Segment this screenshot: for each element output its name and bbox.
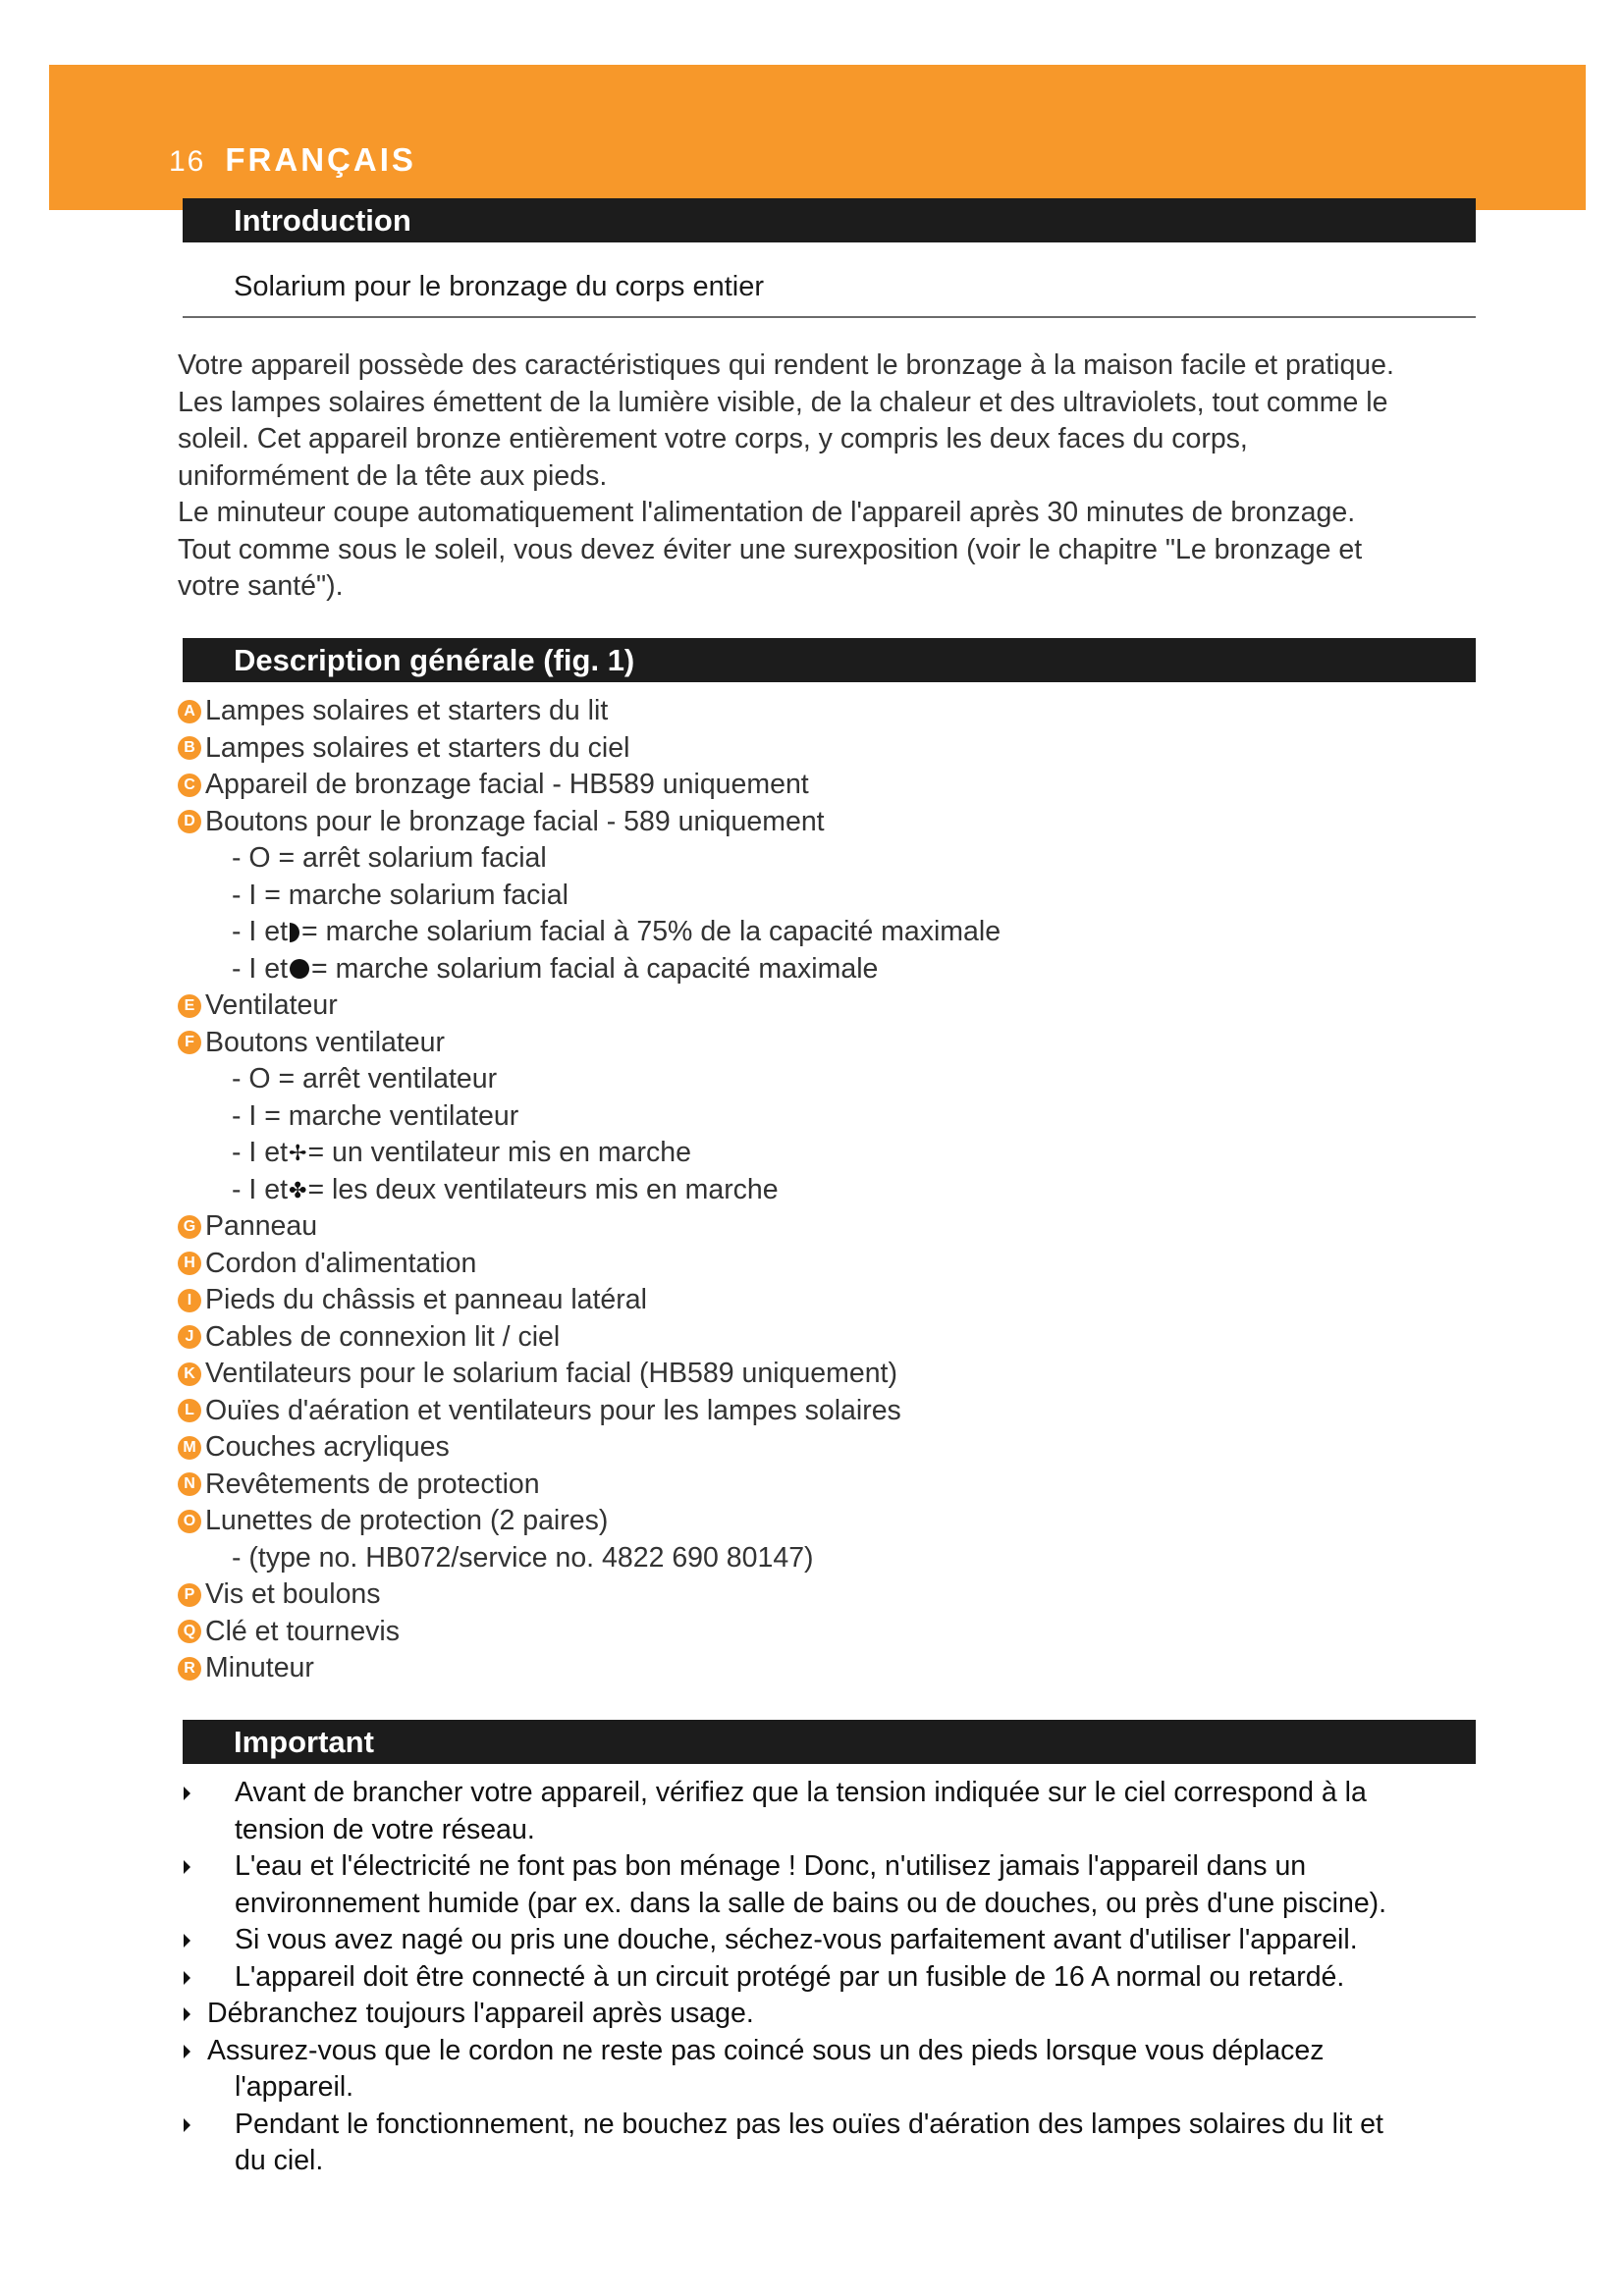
section-important: Important [183, 1720, 1476, 1764]
bullet-icon [184, 1787, 190, 1800]
intro-subtitle: Solarium pour le bronzage du corps entier [234, 271, 765, 302]
sub-item: - (type no. HB072/service no. 4822 690 80147) [232, 1541, 814, 1574]
letter-badge-icon: C [178, 774, 201, 797]
important-list [178, 1775, 1484, 2180]
header-band [49, 65, 1586, 210]
bullet-icon [184, 1971, 190, 1985]
letter-badge-icon: E [178, 994, 201, 1018]
bullet-icon [184, 2007, 190, 2021]
page-header [169, 141, 416, 179]
list-item: I Pieds du châssis et panneau latéral [178, 1282, 1484, 1319]
list-item: D Boutons pour le bronzage facial - 589 uniquement [178, 804, 1484, 841]
warning-item: Pendant le fonctionnement, ne bouchez pas les ouïes d'aération des lampes solaires du lit et du ciel. [178, 2107, 1484, 2180]
letter-badge-icon: L [178, 1399, 201, 1422]
list-item: E Ventilateur [178, 988, 1484, 1025]
subtitle-divider [183, 316, 1476, 318]
letter-badge-icon: I [178, 1289, 201, 1312]
list-item: B Lampes solaires et starters du ciel [178, 730, 1484, 768]
list-item: N Revêtements de protection [178, 1467, 1484, 1504]
warning-item: Avant de brancher votre appareil, vérifiez que la tension indiquée sur le ciel correspond à la tension de votre réseau. [178, 1775, 1484, 1848]
half-circle-icon [290, 923, 299, 942]
parts-list [178, 693, 1484, 1687]
intro-line: Le minuteur coupe automatiquement l'alimentation de l'appareil après 30 minutes de bronzage. [178, 497, 1356, 528]
letter-badge-icon: N [178, 1472, 201, 1496]
list-item: K Ventilateurs pour le solarium facial (HB589 uniquement) [178, 1356, 1484, 1393]
bullet-icon [184, 1934, 190, 1948]
intro-line: uniformément de la tête aux pieds. [178, 459, 608, 492]
letter-badge-icon: D [178, 810, 201, 833]
letter-badge-icon: P [178, 1583, 201, 1607]
warning-item: L'appareil doit être connecté à un circuit protégé par un fusible de 16 A normal ou retardé. [178, 1959, 1484, 1997]
full-circle-icon [290, 959, 309, 979]
bullet-icon [184, 2045, 190, 2058]
letter-badge-icon: A [178, 700, 201, 723]
letter-badge-icon: B [178, 736, 201, 760]
letter-badge-icon: J [178, 1325, 201, 1349]
list-item: Q Clé et tournevis [178, 1614, 1484, 1651]
list-item: G Panneau [178, 1208, 1484, 1246]
list-item: L Ouïes d'aération et ventilateurs pour les lampes solaires [178, 1393, 1484, 1430]
section-description: Description générale (fig. 1) [183, 638, 1476, 682]
intro-line: Les lampes solaires émettent de la lumière visible, de la chaleur et des ultraviolets, tout comme le [178, 386, 1388, 418]
page-number: 16 [169, 145, 206, 178]
sub-item: - I = marche solarium facial [232, 879, 568, 911]
warning-item: Débranchez toujours l'appareil après usage. [178, 1996, 1484, 2033]
list-item: J Cables de connexion lit / ciel [178, 1319, 1484, 1357]
sub-item: - I et = marche solarium facial à 75% de la capacité maximale [232, 916, 1001, 947]
letter-badge-icon: M [178, 1436, 201, 1460]
intro-line: Votre appareil possède des caractéristiques qui rendent le bronzage à la maison facile et pratique. [178, 349, 1394, 381]
sub-item: - O = arrêt solarium facial [232, 842, 547, 874]
bullet-icon [184, 1860, 190, 1874]
letter-badge-icon: G [178, 1215, 201, 1239]
list-item: O Lunettes de protection (2 paires) [178, 1503, 1484, 1540]
intro-line: soleil. Cet appareil bronze entièrement votre corps, y compris les deux faces du corps, [178, 423, 1248, 454]
single-fan-icon: ✢ [289, 1141, 307, 1165]
warning-item: Assurez-vous que le cordon ne reste pas coincé sous un des pieds lorsque vous déplacez l'appareil. [178, 2033, 1484, 2107]
letter-badge-icon: F [178, 1031, 201, 1054]
list-item: R Minuteur [178, 1650, 1484, 1687]
sub-item: - I et ✤ = les deux ventilateurs mis en marche [178, 1172, 1484, 1209]
letter-badge-icon: O [178, 1510, 201, 1533]
section-introduction: Introduction [183, 198, 1476, 242]
sub-item: - I et = marche solarium facial à capacité maximale [232, 952, 879, 985]
list-item: C Appareil de bronzage facial - HB589 uniquement [178, 767, 1484, 804]
list-item: P Vis et boulons [178, 1576, 1484, 1614]
intro-line: votre santé"). [178, 570, 344, 602]
letter-badge-icon: H [178, 1252, 201, 1275]
list-item: F Boutons ventilateur [178, 1025, 1484, 1062]
intro-paragraph [178, 347, 1484, 606]
sub-item: - I = marche ventilateur [232, 1099, 519, 1132]
list-item: M Couches acryliques [178, 1429, 1484, 1467]
list-item: H Cordon d'alimentation [178, 1246, 1484, 1283]
sub-item: - O = arrêt ventilateur [232, 1063, 498, 1095]
double-fan-icon: ✤ [289, 1177, 307, 1202]
language-title: FRANÇAIS [225, 141, 416, 178]
letter-badge-icon: R [178, 1657, 201, 1681]
intro-line: Tout comme sous le soleil, vous devez éviter une surexposition (voir le chapitre "Le bronzage et [178, 533, 1363, 565]
sub-item: - I et ✢ = un ventilateur mis en marche [178, 1135, 1484, 1172]
list-item: A Lampes solaires et starters du lit [178, 693, 1484, 730]
warning-item: L'eau et l'électricité ne font pas bon ménage ! Donc, n'utilisez jamais l'appareil dans un environnement humide (par ex. dans la salle de bains ou de douches, ou près d'une piscine). [178, 1848, 1484, 1922]
letter-badge-icon: K [178, 1362, 201, 1386]
letter-badge-icon: Q [178, 1620, 201, 1643]
bullet-icon [184, 2118, 190, 2132]
warning-item: Si vous avez nagé ou pris une douche, séchez-vous parfaitement avant d'utiliser l'appareil. [178, 1922, 1484, 1959]
